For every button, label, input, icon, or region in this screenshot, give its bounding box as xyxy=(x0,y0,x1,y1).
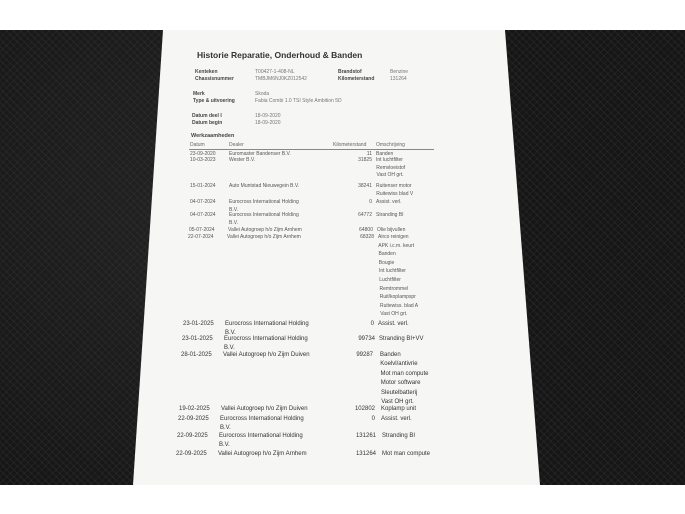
label-datum-begin: Datum begin xyxy=(192,120,223,126)
row-km: 68328 xyxy=(360,234,374,240)
row-description: Vast OH grt. xyxy=(381,399,414,405)
row-km: 99734 xyxy=(358,336,375,342)
row-description: Stranding BI xyxy=(382,433,416,439)
value-datum-deel1: 18-09-2020 xyxy=(255,113,281,119)
row-dealer-suffix: B.V. xyxy=(229,220,238,226)
row-date: 04-07-2024 xyxy=(190,212,216,218)
label-brandstof: Brandstof xyxy=(338,69,362,75)
row-description: Mot man compute xyxy=(382,451,431,457)
row-date: 22-07-2024 xyxy=(188,234,214,240)
row-dealer-suffix: B.V. xyxy=(225,330,236,336)
column-header-datum: Datum xyxy=(190,142,205,148)
row-description: Vast OH grt. xyxy=(376,172,404,178)
row-dealer: Eurocross International Holding xyxy=(224,336,308,342)
row-description: Remvloeistof xyxy=(376,164,406,171)
row-date: 28-01-2025 xyxy=(181,352,212,358)
row-description: Int luchtfilter xyxy=(379,268,406,275)
section-title: Werkzaamheden xyxy=(191,133,235,139)
row-km: 99287 xyxy=(356,352,373,358)
column-header-km: Kilometerstand xyxy=(333,142,367,148)
row-km: 0 xyxy=(371,416,375,422)
row-km: 131264 xyxy=(355,451,376,457)
document-title: Historie Reparatie, Onderhoud & Banden xyxy=(197,50,363,60)
row-dealer: Eurocross International Holding xyxy=(229,199,299,205)
row-km: 131261 xyxy=(355,433,376,439)
row-description: Stranding BI xyxy=(376,212,404,218)
row-description: Mot man compute xyxy=(380,370,429,377)
row-date: 22-09-2025 xyxy=(178,416,209,422)
header-rule xyxy=(189,149,434,150)
label-merk: Merk xyxy=(193,91,205,97)
row-dealer: Euromaster Bandenser B.V. xyxy=(229,151,291,157)
row-description: APK i.c.m. keurt xyxy=(378,242,415,249)
row-description: Koplamp unit xyxy=(381,406,417,412)
value-chassisnummer: TMBJM6NJ0KZ012542 xyxy=(255,76,307,82)
row-dealer: Wester B.V. xyxy=(229,157,256,163)
row-description: Luchtfilter xyxy=(379,277,401,283)
row-date: 04-07-2024 xyxy=(190,199,216,205)
row-description: Ruitenser motor xyxy=(376,183,412,189)
row-dealer: Vallei Autogroep h/o Zijm Arnhem xyxy=(227,234,301,240)
row-description: Banden xyxy=(376,151,394,157)
row-dealer: Vallei Autogroep h/o Zijm Arnhem xyxy=(228,227,302,233)
row-date: 22-09-2025 xyxy=(177,433,208,439)
value-kilometerstand: 131264 xyxy=(390,76,407,82)
row-dealer: Eurocross International Holding xyxy=(220,416,304,422)
row-description: Assist. verl. xyxy=(381,416,412,422)
row-description: Ruitewiss blad V xyxy=(376,191,414,197)
row-date: 23-01-2025 xyxy=(183,321,214,327)
row-dealer: Vallei Autogroep h/o Zijm Arnhem xyxy=(218,451,307,457)
value-merk: Skoda xyxy=(255,91,270,97)
row-date: 10-03-2023 xyxy=(190,157,216,163)
row-date: 23-09-2020 xyxy=(190,151,216,157)
row-km: 64772 xyxy=(358,212,372,218)
row-description: Int luchtfilter xyxy=(376,157,403,163)
row-dealer: Vallei Autogroep h/o Zijm Duiven xyxy=(223,352,310,358)
row-km: 31825 xyxy=(358,157,372,163)
row-dealer-suffix: B.V. xyxy=(224,345,235,351)
value-type: Fabia Combi 1.0 TSI Style Ambition 5D xyxy=(255,98,342,104)
row-date: 22-09-2025 xyxy=(176,451,207,457)
value-kenteken: T00427-1-408-NL xyxy=(255,69,295,75)
row-description: Banden xyxy=(378,251,396,258)
row-dealer: Auto Muntstad Nieuwegein B.V. xyxy=(229,183,300,189)
label-type: Type & uitvoering xyxy=(193,98,235,104)
row-km: 38241 xyxy=(358,183,372,189)
row-date: 23-01-2025 xyxy=(182,336,213,342)
row-km: 0 xyxy=(370,321,374,327)
row-description: Sleutelbatterij xyxy=(381,389,418,396)
label-datum-deel1: Datum deel I xyxy=(192,113,222,119)
row-date: 19-02-2025 xyxy=(179,406,210,412)
row-dealer-suffix: B.V. xyxy=(220,425,231,431)
row-dealer: Eurocross International Holding xyxy=(219,433,303,439)
row-km: 11 xyxy=(366,151,372,157)
label-chassisnummer: Chassisnummer xyxy=(195,76,234,82)
row-description: Ruitewiss. blad A xyxy=(380,302,419,309)
row-description: Bougie xyxy=(378,259,395,266)
row-description: Remtrommel xyxy=(379,285,409,292)
value-brandstof: Benzine xyxy=(390,69,409,75)
row-description: Assist. verl. xyxy=(378,321,409,327)
row-description: Koelvl/antivrie xyxy=(380,361,418,368)
row-dealer: Eurocross International Holding xyxy=(225,321,309,327)
column-header-omschrijving: Omschrijving xyxy=(376,142,405,148)
column-header-dealer: Dealer xyxy=(229,142,244,148)
row-description: Stranding BI+VV xyxy=(379,336,424,342)
row-km: 102802 xyxy=(354,406,375,412)
row-description: Assist. verl. xyxy=(376,199,402,205)
row-description: Banden xyxy=(380,352,401,358)
row-dealer: Eurocross International Holding xyxy=(229,212,299,218)
row-dealer: Vallei Autogroep h/o Zijm Duiven xyxy=(221,406,308,412)
row-date: 15-01-2024 xyxy=(190,183,216,189)
row-dealer-suffix: B.V. xyxy=(229,207,238,213)
row-km: 0 xyxy=(369,199,372,205)
row-description: Vast OH grt. xyxy=(380,311,408,318)
row-description: Ruit/koplampspr xyxy=(379,294,416,301)
row-dealer-suffix: B.V. xyxy=(219,442,230,448)
row-km: 64800 xyxy=(359,227,373,233)
label-kenteken: Kenteken xyxy=(195,69,218,75)
row-description: Motor software xyxy=(380,380,421,387)
row-date: 05-07-2024 xyxy=(189,227,215,233)
label-kilometerstand: Kilometerstand xyxy=(338,76,375,82)
row-description: Airco reinigen xyxy=(378,234,409,240)
row-description: Olie bijvullen xyxy=(377,227,406,233)
value-datum-begin: 18-09-2020 xyxy=(255,120,281,126)
